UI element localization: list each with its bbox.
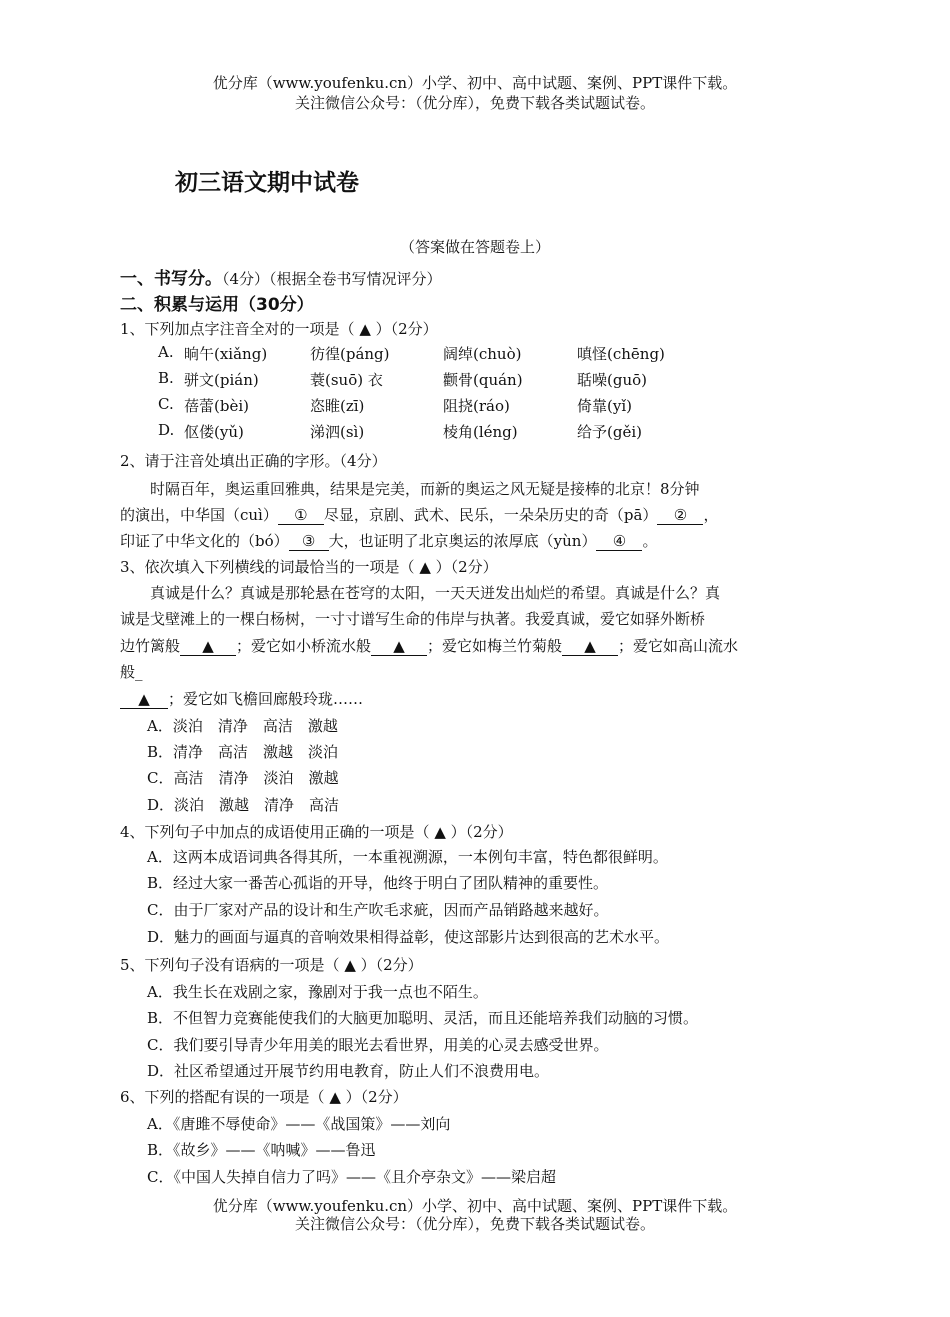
q1-b-3: 颧骨(quán) [443,371,523,389]
q1-d-2: 涕泗(sì) [310,423,365,441]
q1-d-3: 棱角(léng) [443,423,518,441]
q1-c-3: 阻挠(ráo) [443,397,510,415]
q1-stem: 1、下列加点字注音全对的一项是（ ▲ ）（2分） [120,320,438,338]
section-2-heading: 二、积累与运用（30分） [120,295,314,315]
q6-stem: 6、下列的搭配有误的一项是（ ▲ ）（2分） [120,1088,408,1106]
q1-b-2: 蓑(suō) 衣 [310,371,383,389]
q1-b-4: 聒噪(guō) [577,371,647,389]
q2-text-d: 印证了中华文化的（bó） [120,532,289,550]
q1-b-1: 骈文(pián) [184,371,259,389]
q3-option-d: D．淡泊 激越 清净 高洁 [147,796,340,814]
q1-c-1: 蓓蕾(bèi) [184,397,249,415]
q1-d-4: 给予(gěi) [577,423,642,441]
q2-stem: 2、请于注音处填出正确的字形。（4分） [120,452,387,470]
q6-option-a: A．《唐雎不辱使命》——《战国策》——刘向 [147,1115,451,1133]
q3-passage-line-3 [120,635,738,656]
q3-text-d: ；爱它如高山流水 [618,637,739,655]
q2-blank-4[interactable]: ④ [596,533,642,551]
q5-option-a: A．我生长在戏剧之家，豫剧对于我一点也不陌生。 [147,983,488,1001]
footer-line-2: 关注微信公众号：（优分库），免费下载各类试题试卷。 [294,1215,655,1233]
header-line-2: 关注微信公众号：（优分库），免费下载各类试题试卷。 [294,94,655,112]
q2-passage-line-2 [120,504,718,525]
q3-passage-line-1: 真诚是什么？真诚是那轮悬在苍穹的太阳，一天天迸发出灿烂的希望。真诚是什么？真 [150,584,721,602]
q5-option-c: C．我们要引导青少年用美的眼光去看世界，用美的心灵去感受世界。 [147,1036,609,1054]
q2-text-b: 尽显，京剧、武术、民乐，一朵朵历史的奇（pā） [323,506,658,524]
q1-a-2: 彷徨(páng) [310,345,390,363]
q3-blank-4[interactable]: ▲ [120,691,168,709]
page-title: 初三语文期中试卷 [175,170,359,196]
q2-text-a: 的演出，中华国（cuì） [120,506,278,524]
section-1-heading [120,264,442,289]
q3-passage-line-2: 诚是戈壁滩上的一棵白杨树，一寸寸谱写生命的伟岸与执著。我爱真诚，爱它如驿外断桥 [120,610,706,628]
q6-option-c: C．《中国人失掉自信力了吗》——《且介亭杂文》——梁启超 [147,1168,556,1186]
q1-a-4: 嗔怪(chēng) [577,345,665,363]
q2-text-c: ， [703,506,719,524]
q1-label-d: D. [158,421,175,439]
q3-passage-line-4: 般_ [120,663,143,681]
q1-c-4: 倚靠(yǐ) [577,397,632,415]
q2-blank-3[interactable]: ③ [289,533,329,551]
q2-passage-line-1: 时隔百年，奥运重回雅典，结果是完美，而新的奥运之风无疑是接棒的北京！8分钟 [150,480,700,498]
q1-c-2: 恣睢(zī) [310,397,365,415]
q1-a-1: 晌午(xiǎng) [184,345,268,363]
q2-text-e: 大，也证明了北京奥运的浓厚底（yùn） [328,532,597,550]
q5-option-b: B．不但智力竞赛能使我们的大脑更加聪明、灵活，而且还能培养我们动脑的习惯。 [147,1009,699,1027]
q4-option-c: C．由于厂家对产品的设计和生产吹毛求疵，因而产品销路越来越好。 [147,901,609,919]
q5-stem: 5、下列句子没有语病的一项是（ ▲ ）（2分） [120,956,423,974]
q3-passage-line-5 [120,688,363,709]
q2-blank-2[interactable]: ② [657,507,703,525]
q1-d-1: 伛偻(yǔ) [184,423,244,441]
q3-blank-2[interactable]: ▲ [371,638,427,656]
q2-blank-1[interactable]: ① [278,507,324,525]
section-1-title: 一、书写分。 [120,269,222,289]
q2-passage-line-3 [120,530,657,551]
q2-text-f: 。 [642,532,658,550]
q3-text-b: ；爱它如小桥流水般 [236,637,372,655]
q3-text-a: 边竹篱般 [120,637,181,655]
q3-text-c: ；爱它如梅兰竹菊般 [427,637,563,655]
q4-option-b: B．经过大家一番苦心孤诣的开导，他终于明白了团队精神的重要性。 [147,874,609,892]
q4-option-a: A．这两本成语词典各得其所，一本重视溯源，一本例句丰富，特色都很鲜明。 [147,848,668,866]
header-line-1: 优分库（www.youfenku.cn）小学、初中、高中试题、案例、PPT课件下载。 [212,74,738,92]
q1-a-3: 阔绰(chuò) [443,345,522,363]
q3-option-a: A．淡泊 清净 高洁 激越 [147,717,338,735]
footer-line-1: 优分库（www.youfenku.cn）小学、初中、高中试题、案例、PPT课件下载。 [212,1197,738,1215]
q3-option-b: B．清净 高洁 激越 淡泊 [147,743,339,761]
q5-option-d: D．社区希望通过开展节约用电教育，防止人们不浪费用电。 [147,1062,550,1080]
q1-label-b: B. [158,369,174,387]
q3-text-e: ；爱它如飞檐回廊般玲珑…… [168,690,364,708]
answer-note: （答案做在答题卷上） [399,238,550,256]
q3-blank-3[interactable]: ▲ [562,638,618,656]
q3-option-c: C．高洁 清净 淡泊 激越 [147,769,339,787]
q4-option-d: D．魅力的画面与逼真的音响效果相得益彰，使这部影片达到很高的艺术水平。 [147,928,670,946]
q4-stem: 4、下列句子中加点的成语使用正确的一项是（ ▲ ）（2分） [120,823,513,841]
q3-stem: 3、依次填入下列横线的词最恰当的一项是（ ▲ ）（2分） [120,558,498,576]
q1-label-a: A. [158,343,174,361]
q3-blank-1[interactable]: ▲ [180,638,236,656]
q1-label-c: C. [158,395,174,413]
q6-option-b: B．《故乡》——《呐喊》——鲁迅 [147,1141,376,1159]
section-1-sub: （4分）（根据全卷书写情况评分） [222,270,442,288]
